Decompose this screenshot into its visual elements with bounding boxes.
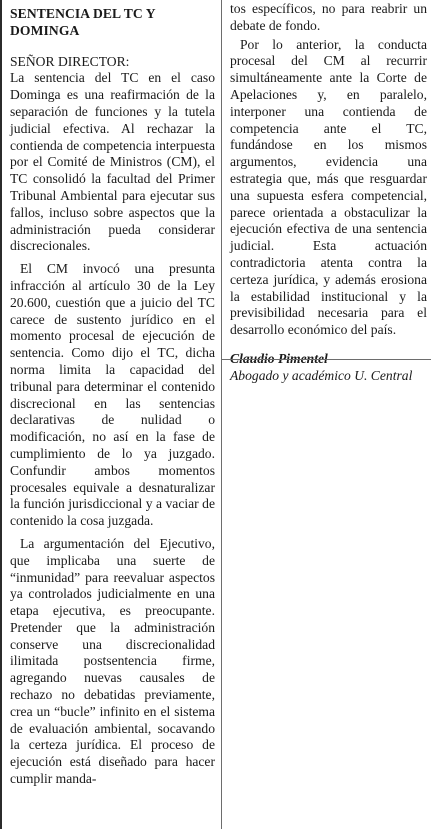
letter-salutation: SEÑOR DIRECTOR: xyxy=(10,53,130,69)
signature-name: Claudio Pimentel xyxy=(230,350,328,366)
letter-paragraph-4: Por lo anterior, la conducta procesal del CM al recurrir simultáneamente ante la Corte de Apelaciones y, en paralelo, interponer una contienda de competencia ante el TC, fundándose en los mismos argumentos, evidencia una estrategia que, más que resguardar una supuesta esfera competencial, parece orientada a obstaculizar la ejecución efectiva de una sentencia judicial. Esta actuación contradictoria atenta contra la certeza jurídica, y además erosiona la estabilidad institucional y la previsibilidad necesaria para el desarrollo económico del país. xyxy=(230,36,427,338)
letter-signature xyxy=(230,351,427,385)
letter-paragraph-2: El CM invocó una presunta infracción al artículo 30 de la Ley 20.600, cuestión que a juicio del TC carece de sustento jurídico en el momento procesal de ejecución de sentencia. Como dijo el TC, dicha norma limita la capacidad del tribunal para determinar el contenido discrecional en las sentencias declarativas de nulidad o modificación, no así en la fase de cumplimiento de lo ya juzgado. Confundir ambos momentos procesales equivale a desnaturalizar la función jurisdiccional y a vaciar de contenido la cosa juzgada. xyxy=(10,261,215,529)
letter-paragraph-3: La argumentación del Ejecutivo, que implicaba una suerte de “inmunidad” para reevaluar aspectos ya controlados judicialmente en una etapa ejecutiva, es preocupante. Pretender que la administración conserve una discrecionalidad ilimitada postsentencia firme, agregando nuevas causales de rechazo no debatidas previamente, crea un “bucle” infinito en el sistema de evaluación ambiental, socavando la certeza jurídica. El proceso de ejecución está diseñado para hacer cumplir manda- xyxy=(10,535,215,787)
signature-title: Abogado y académico U. Central xyxy=(230,367,413,383)
letter-paragraph-1: La sentencia del TC en el caso Dominga es una reafirmación de la separación de funciones y la tutela judicial efectiva. Al rechazar la contienda de competencia interpuesta por el Comité de Ministros (CM), el TC consolidó la facultad del Primer Tribunal Ambiental para ejecutar sus fallos, incluso sobre aspectos que la administración pueda considerar discrecionales. xyxy=(10,70,215,254)
right-column xyxy=(222,0,427,383)
letter-headline: SENTENCIA DEL TC Y DOMINGA xyxy=(10,6,156,38)
letter-paragraph-3-continuation: tos específicos, no para reabrir un debate de fondo. xyxy=(230,1,427,33)
